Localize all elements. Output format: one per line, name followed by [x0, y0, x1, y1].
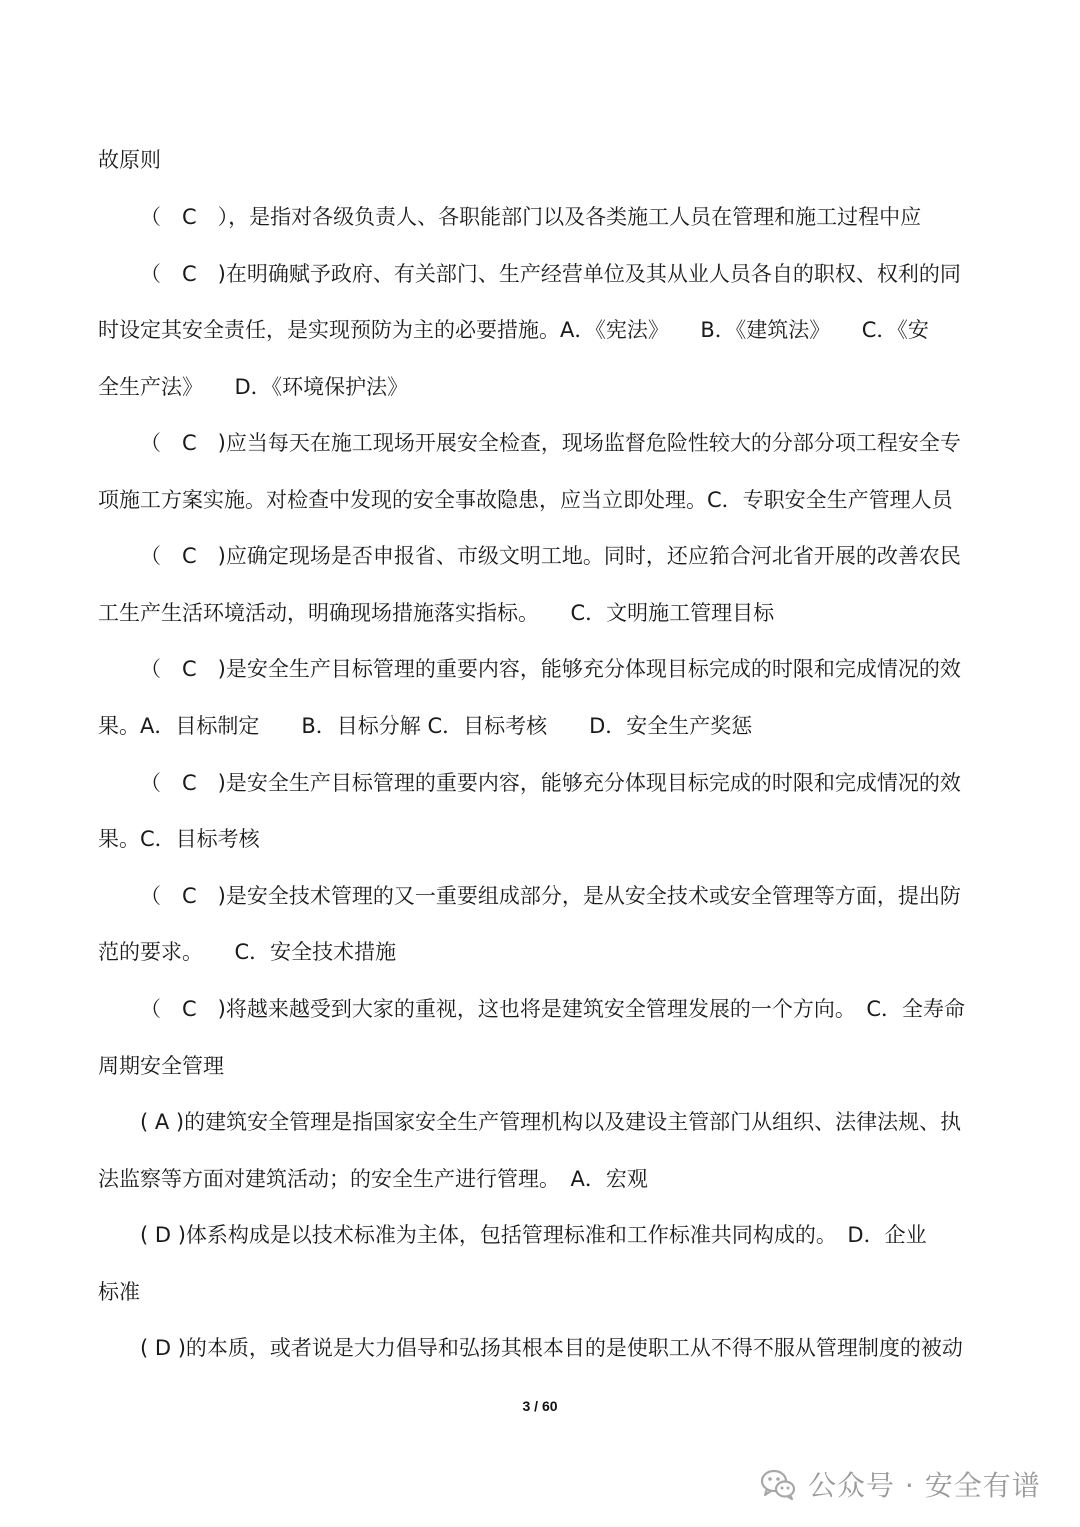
text-line: （ C )是安全技术管理的又一重要组成部分，是从安全技术或安全管理等方面，提出防 [140, 884, 961, 908]
text-line: 范的要求。 C．安全技术措施 [98, 940, 397, 964]
text-line: （ C )应当每天在施工现场开展安全检查，现场监督危险性较大的分部分项工程安全专 [140, 431, 961, 455]
text-line: 工生产生活环境活动，明确现场措施落实指标。 C．文明施工管理目标 [98, 601, 775, 625]
watermark-text: 公众号 · 安全有谱 [808, 1469, 1041, 1502]
text-line: 果。C．目标考核 [98, 827, 260, 851]
text-line: ( D )的本质，或者说是大力倡导和弘扬其根本目的是使职工从不得不服从管理制度的被动 [140, 1336, 963, 1360]
text-line: ( D )体系构成是以技术标准为主体，包括管理标准和工作标准共同构成的。 D．企业 [140, 1223, 927, 1247]
text-line: （ C )应确定现场是否申报省、市级文明工地。同时，还应筘合河北省开展的改善农民 [140, 544, 961, 568]
text-line: （ C ），是指对各级负责人、各职能部门以及各类施工人员在管理和施工过程中应 [140, 205, 922, 229]
text-line: （ C )将越来越受到大家的重视，这也将是建筑安全管理发展的一个方向。 C．全寿命 [140, 997, 966, 1021]
text-line: （ C )在明确赋予政府、有关部门、生产经营单位及其从业人员各自的职权、权利的同 [140, 262, 961, 286]
text-line: （ C )是安全生产目标管理的重要内容，能够充分体现目标完成的时限和完成情况的效 [140, 657, 961, 681]
text-line: 标准 [98, 1280, 140, 1304]
text-line: （ C )是安全生产目标管理的重要内容，能够充分体现目标完成的时限和完成情况的效 [140, 771, 961, 795]
text-line: ( A )的建筑安全管理是指国家安全生产管理机构以及建设主管部门从组织、法律法规、执 [140, 1110, 962, 1134]
text-line: 周期安全管理 [98, 1054, 224, 1078]
page-number: 3 / 60 [522, 1398, 558, 1414]
text-line: 时设定其安全责任，是实现预防为主的必要措施。A．《宪法》 B．《建筑法》 C．《安 [98, 318, 929, 342]
text-line: 法监察等方面对建筑活动；的安全生产进行管理。 A．宏观 [98, 1167, 648, 1191]
watermark [758, 1462, 1041, 1506]
text-line: 果。A．目标制定 B．目标分解 C．目标考核 D．安全生产奖惩 [98, 714, 753, 738]
text-line: 故原则 [98, 148, 161, 172]
text-line: 全生产法》 D．《环境保护法》 [98, 375, 409, 399]
wechat-icon [758, 1464, 798, 1504]
text-line: 项施工方案实施。对检查中发现的安全事故隐患，应当立即处理。C．专职安全生产管理人员 [98, 488, 953, 512]
